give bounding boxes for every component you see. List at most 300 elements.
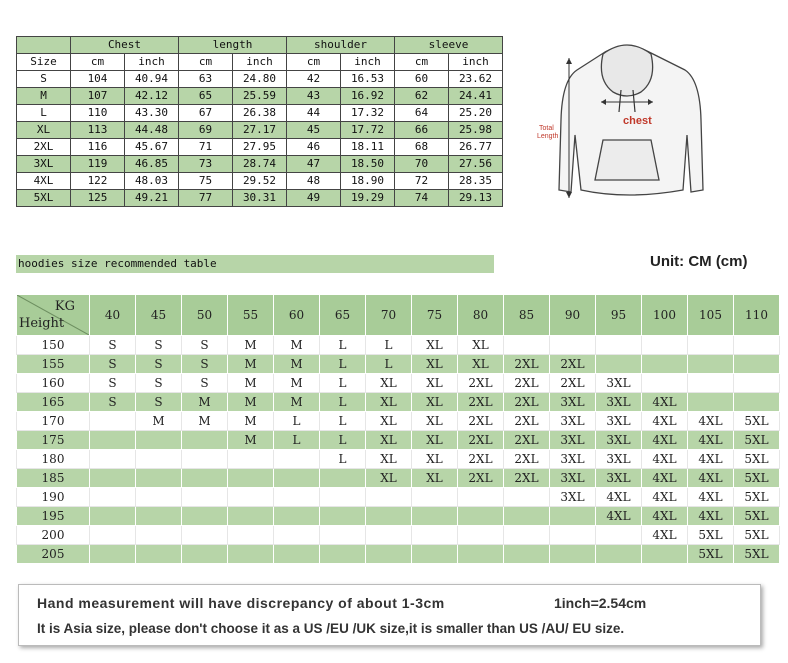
recommended-size-cell bbox=[320, 526, 366, 545]
recommended-size-cell: L bbox=[274, 412, 320, 431]
recommended-size-cell bbox=[90, 450, 136, 469]
measurement-cell: 45.67 bbox=[125, 139, 179, 156]
recommended-size-cell: 2XL bbox=[550, 355, 596, 374]
recommended-size-cell: L bbox=[320, 336, 366, 355]
unit-header: cm bbox=[287, 54, 341, 71]
recommended-size-cell: 5XL bbox=[734, 412, 780, 431]
recommended-size-cell: S bbox=[136, 336, 182, 355]
size-name-cell: 2XL bbox=[17, 139, 71, 156]
height-row bbox=[17, 450, 780, 469]
measurement-cell: 116 bbox=[71, 139, 125, 156]
kg-label: KG bbox=[54, 299, 75, 314]
recommended-size-cell bbox=[182, 450, 228, 469]
recommended-size-cell bbox=[182, 431, 228, 450]
measurement-cell: 40.94 bbox=[125, 71, 179, 88]
recommended-size-cell bbox=[136, 431, 182, 450]
weight-header-cell: 85 bbox=[504, 295, 550, 336]
recommended-size-cell bbox=[734, 355, 780, 374]
size-name-cell: S bbox=[17, 71, 71, 88]
recommended-size-cell bbox=[136, 545, 182, 564]
unit-header: cm bbox=[179, 54, 233, 71]
recommended-size-cell bbox=[734, 374, 780, 393]
corner-cell bbox=[17, 295, 90, 336]
recommended-size-cell: 3XL bbox=[550, 393, 596, 412]
recommended-size-cell bbox=[182, 545, 228, 564]
height-label: Height bbox=[19, 316, 65, 331]
measurement-cell: 107 bbox=[71, 88, 125, 105]
size-row bbox=[17, 122, 503, 139]
recommended-size-cell: 5XL bbox=[688, 545, 734, 564]
weight-header-cell: 60 bbox=[274, 295, 320, 336]
weight-header-cell: 65 bbox=[320, 295, 366, 336]
height-row bbox=[17, 412, 780, 431]
recommended-size-cell bbox=[366, 526, 412, 545]
hoodie-diagram bbox=[535, 40, 715, 210]
measurement-cell: 67 bbox=[179, 105, 233, 122]
measurement-cell: 42 bbox=[287, 71, 341, 88]
measurement-cell: 65 bbox=[179, 88, 233, 105]
recommended-size-cell bbox=[688, 336, 734, 355]
measurement-cell: 104 bbox=[71, 71, 125, 88]
recommended-size-cell: S bbox=[136, 355, 182, 374]
weight-header-cell: 50 bbox=[182, 295, 228, 336]
recommended-size-cell bbox=[274, 545, 320, 564]
recommended-size-cell bbox=[550, 526, 596, 545]
recommended-size-cell: M bbox=[228, 431, 274, 450]
measurement-cell: 26.38 bbox=[233, 105, 287, 122]
recommended-size-cell bbox=[136, 469, 182, 488]
weight-header-cell: 90 bbox=[550, 295, 596, 336]
recommended-size-cell: 2XL bbox=[550, 374, 596, 393]
recommended-size-cell: 4XL bbox=[688, 469, 734, 488]
unit-header-row bbox=[17, 54, 503, 71]
recommended-size-cell: 4XL bbox=[596, 507, 642, 526]
height-cell: 190 bbox=[17, 488, 90, 507]
unit-header: cm bbox=[71, 54, 125, 71]
size-row bbox=[17, 190, 503, 207]
recommended-size-cell: S bbox=[182, 355, 228, 374]
height-row bbox=[17, 355, 780, 374]
weight-header-cell: 110 bbox=[734, 295, 780, 336]
size-row bbox=[17, 88, 503, 105]
weight-header-cell: 95 bbox=[596, 295, 642, 336]
measurement-cell: 19.29 bbox=[341, 190, 395, 207]
size-row bbox=[17, 173, 503, 190]
recommended-size-cell: M bbox=[228, 355, 274, 374]
recommended-size-cell bbox=[596, 355, 642, 374]
recommended-size-cell: XL bbox=[412, 393, 458, 412]
recommended-size-cell bbox=[688, 393, 734, 412]
recommended-size-cell bbox=[320, 545, 366, 564]
recommended-size-cell: M bbox=[228, 412, 274, 431]
height-row bbox=[17, 545, 780, 564]
recommended-size-cell bbox=[182, 526, 228, 545]
height-row bbox=[17, 374, 780, 393]
recommended-size-cell: 4XL bbox=[688, 412, 734, 431]
measurement-cell: 27.17 bbox=[233, 122, 287, 139]
recommended-size-cell bbox=[274, 488, 320, 507]
weight-header-cell: 70 bbox=[366, 295, 412, 336]
recommended-size-cell bbox=[274, 450, 320, 469]
recommended-size-cell bbox=[412, 545, 458, 564]
recommended-size-cell: S bbox=[90, 355, 136, 374]
height-cell: 155 bbox=[17, 355, 90, 374]
measurement-cell: 110 bbox=[71, 105, 125, 122]
measurement-cell: 46.85 bbox=[125, 156, 179, 173]
height-cell: 185 bbox=[17, 469, 90, 488]
recommended-size-cell bbox=[458, 488, 504, 507]
recommended-size-cell: 2XL bbox=[458, 431, 504, 450]
recommendation-rows bbox=[17, 336, 780, 564]
recommended-size-cell: 2XL bbox=[504, 393, 550, 412]
recommended-size-cell: 2XL bbox=[458, 393, 504, 412]
note-box bbox=[18, 584, 761, 646]
recommended-size-cell: XL bbox=[366, 431, 412, 450]
recommended-caption: hoodies size recommended table bbox=[16, 255, 494, 273]
recommended-size-cell bbox=[458, 526, 504, 545]
measurement-cell: 44 bbox=[287, 105, 341, 122]
group-header-sleeve: sleeve bbox=[395, 37, 503, 54]
recommended-size-cell: 4XL bbox=[642, 412, 688, 431]
measurement-cell: 27.95 bbox=[233, 139, 287, 156]
recommended-size-cell bbox=[366, 488, 412, 507]
size-name-cell: L bbox=[17, 105, 71, 122]
recommended-size-cell: XL bbox=[412, 336, 458, 355]
measurement-cell: 29.13 bbox=[449, 190, 503, 207]
measurement-cell: 25.59 bbox=[233, 88, 287, 105]
recommended-size-cell: 4XL bbox=[688, 431, 734, 450]
recommendation-table bbox=[16, 294, 780, 564]
recommended-size-cell: S bbox=[182, 336, 228, 355]
recommended-size-cell: 3XL bbox=[596, 469, 642, 488]
recommended-size-cell bbox=[228, 526, 274, 545]
measurement-cell: 75 bbox=[179, 173, 233, 190]
recommended-size-cell bbox=[550, 545, 596, 564]
measurement-cell: 74 bbox=[395, 190, 449, 207]
size-rows bbox=[17, 71, 503, 207]
measurement-cell: 18.90 bbox=[341, 173, 395, 190]
weight-header-cell: 80 bbox=[458, 295, 504, 336]
recommended-size-cell: 4XL bbox=[596, 488, 642, 507]
recommended-size-cell: 5XL bbox=[734, 431, 780, 450]
recommended-size-cell: XL bbox=[366, 469, 412, 488]
recommended-size-cell: 2XL bbox=[504, 355, 550, 374]
measurement-cell: 16.53 bbox=[341, 71, 395, 88]
recommended-size-cell bbox=[182, 469, 228, 488]
recommended-size-cell: 3XL bbox=[550, 450, 596, 469]
size-measurement-table bbox=[16, 36, 503, 207]
recommended-size-cell: XL bbox=[412, 450, 458, 469]
measurement-cell: 49.21 bbox=[125, 190, 179, 207]
weight-header-cell: 75 bbox=[412, 295, 458, 336]
measurement-cell: 18.11 bbox=[341, 139, 395, 156]
recommended-size-cell bbox=[642, 355, 688, 374]
recommended-size-cell: 5XL bbox=[734, 526, 780, 545]
height-cell: 170 bbox=[17, 412, 90, 431]
measurement-cell: 113 bbox=[71, 122, 125, 139]
recommended-size-cell bbox=[366, 545, 412, 564]
recommended-size-cell: L bbox=[320, 412, 366, 431]
recommended-size-cell bbox=[458, 545, 504, 564]
recommended-size-cell bbox=[136, 488, 182, 507]
recommended-size-cell bbox=[274, 526, 320, 545]
measurement-cell: 70 bbox=[395, 156, 449, 173]
measurement-cell: 43.30 bbox=[125, 105, 179, 122]
measurement-cell: 48 bbox=[287, 173, 341, 190]
recommended-size-cell: 4XL bbox=[642, 507, 688, 526]
measurement-cell: 28.35 bbox=[449, 173, 503, 190]
recommended-size-cell bbox=[182, 507, 228, 526]
recommended-size-cell: M bbox=[228, 393, 274, 412]
recommended-size-cell: XL bbox=[412, 355, 458, 374]
group-header-length: length bbox=[179, 37, 287, 54]
weight-header-cell: 100 bbox=[642, 295, 688, 336]
measurement-cell: 125 bbox=[71, 190, 125, 207]
asia-size-note: It is Asia size, please don't choose it as a US /EU /UK size,it is smaller than US /AU/ EU size. bbox=[37, 621, 625, 636]
recommended-size-cell bbox=[90, 545, 136, 564]
recommended-size-cell bbox=[274, 469, 320, 488]
recommended-size-cell: M bbox=[182, 412, 228, 431]
size-row bbox=[17, 71, 503, 88]
recommended-size-cell: S bbox=[182, 374, 228, 393]
inch-conversion: 1inch=2.54cm bbox=[554, 595, 647, 611]
measurement-cell: 49 bbox=[287, 190, 341, 207]
recommended-size-cell bbox=[90, 469, 136, 488]
weight-header-row bbox=[17, 295, 780, 336]
size-row bbox=[17, 156, 503, 173]
recommended-size-cell: 4XL bbox=[642, 393, 688, 412]
recommended-size-cell bbox=[688, 374, 734, 393]
recommended-size-cell bbox=[90, 431, 136, 450]
recommended-size-cell: 5XL bbox=[734, 545, 780, 564]
recommended-size-cell: L bbox=[366, 336, 412, 355]
recommended-size-cell: M bbox=[182, 393, 228, 412]
unit-header: inch bbox=[125, 54, 179, 71]
weight-header-cell: 45 bbox=[136, 295, 182, 336]
measurement-cell: 122 bbox=[71, 173, 125, 190]
recommended-size-cell: M bbox=[274, 336, 320, 355]
recommended-size-cell: 3XL bbox=[596, 393, 642, 412]
recommended-size-cell: 5XL bbox=[734, 450, 780, 469]
weight-header-cell: 55 bbox=[228, 295, 274, 336]
recommended-size-cell: 3XL bbox=[596, 450, 642, 469]
size-name-cell: 5XL bbox=[17, 190, 71, 207]
recommended-size-cell bbox=[596, 526, 642, 545]
recommended-size-cell: S bbox=[90, 374, 136, 393]
recommended-size-cell: XL bbox=[366, 374, 412, 393]
measurement-cell: 48.03 bbox=[125, 173, 179, 190]
recommended-size-cell: XL bbox=[412, 431, 458, 450]
recommended-size-cell: 2XL bbox=[458, 469, 504, 488]
recommended-size-cell: 4XL bbox=[642, 431, 688, 450]
recommended-size-cell: 2XL bbox=[504, 412, 550, 431]
size-name-cell: 4XL bbox=[17, 173, 71, 190]
recommended-size-cell: S bbox=[90, 393, 136, 412]
recommended-size-cell bbox=[412, 526, 458, 545]
measurement-cell: 30.31 bbox=[233, 190, 287, 207]
height-cell: 165 bbox=[17, 393, 90, 412]
height-cell: 200 bbox=[17, 526, 90, 545]
weight-header-cell: 105 bbox=[688, 295, 734, 336]
measurement-cell: 18.50 bbox=[341, 156, 395, 173]
recommended-size-cell bbox=[182, 488, 228, 507]
measurement-cell: 63 bbox=[179, 71, 233, 88]
recommended-size-cell bbox=[90, 488, 136, 507]
recommended-size-cell bbox=[734, 336, 780, 355]
measurement-cell: 17.32 bbox=[341, 105, 395, 122]
size-name-cell: XL bbox=[17, 122, 71, 139]
recommended-size-cell: M bbox=[274, 393, 320, 412]
corner-cell bbox=[17, 37, 71, 54]
height-row bbox=[17, 393, 780, 412]
length-label: Length bbox=[537, 133, 559, 140]
recommended-size-cell bbox=[228, 545, 274, 564]
recommended-size-cell bbox=[412, 507, 458, 526]
measurement-cell: 60 bbox=[395, 71, 449, 88]
size-row bbox=[17, 139, 503, 156]
recommended-size-cell: S bbox=[90, 336, 136, 355]
recommended-size-cell: 2XL bbox=[458, 412, 504, 431]
size-label: Size bbox=[17, 54, 71, 71]
recommended-size-cell: XL bbox=[458, 336, 504, 355]
recommended-size-cell: M bbox=[136, 412, 182, 431]
recommended-size-cell bbox=[504, 545, 550, 564]
recommended-size-cell: 2XL bbox=[458, 374, 504, 393]
recommended-size-cell: 2XL bbox=[504, 450, 550, 469]
height-cell: 150 bbox=[17, 336, 90, 355]
measurement-cell: 24.80 bbox=[233, 71, 287, 88]
height-row bbox=[17, 488, 780, 507]
recommended-size-cell bbox=[504, 507, 550, 526]
recommended-size-cell: XL bbox=[366, 450, 412, 469]
recommended-size-cell: 4XL bbox=[688, 507, 734, 526]
unit-header: cm bbox=[395, 54, 449, 71]
recommended-size-cell: 2XL bbox=[458, 450, 504, 469]
recommended-size-cell bbox=[136, 507, 182, 526]
measurement-cell: 62 bbox=[395, 88, 449, 105]
weight-header-cell: 40 bbox=[90, 295, 136, 336]
recommended-size-cell: 3XL bbox=[550, 469, 596, 488]
height-row bbox=[17, 431, 780, 450]
recommended-size-cell bbox=[366, 507, 412, 526]
measurement-cell: 77 bbox=[179, 190, 233, 207]
recommended-size-cell: 2XL bbox=[504, 469, 550, 488]
group-header-chest: Chest bbox=[71, 37, 179, 54]
recommended-size-cell: 4XL bbox=[688, 488, 734, 507]
recommended-size-cell: 2XL bbox=[504, 374, 550, 393]
recommended-size-cell: 4XL bbox=[642, 450, 688, 469]
measurement-cell: 26.77 bbox=[449, 139, 503, 156]
recommended-size-cell: XL bbox=[366, 412, 412, 431]
recommended-size-cell bbox=[550, 336, 596, 355]
measurement-cell: 68 bbox=[395, 139, 449, 156]
recommended-size-cell bbox=[596, 545, 642, 564]
recommended-size-cell bbox=[596, 336, 642, 355]
measurement-cell: 69 bbox=[179, 122, 233, 139]
recommended-size-cell: L bbox=[366, 355, 412, 374]
measurement-cell: 29.52 bbox=[233, 173, 287, 190]
recommended-size-cell bbox=[90, 526, 136, 545]
recommended-size-cell: M bbox=[274, 374, 320, 393]
group-header-shoulder: shoulder bbox=[287, 37, 395, 54]
measurement-cell: 42.12 bbox=[125, 88, 179, 105]
recommended-size-cell bbox=[504, 488, 550, 507]
recommended-size-cell: M bbox=[274, 355, 320, 374]
recommended-size-cell: XL bbox=[366, 393, 412, 412]
height-cell: 195 bbox=[17, 507, 90, 526]
size-name-cell: M bbox=[17, 88, 71, 105]
unit-header: inch bbox=[449, 54, 503, 71]
recommended-size-cell: L bbox=[320, 450, 366, 469]
total-label: Total bbox=[539, 125, 554, 132]
measurement-cell: 17.72 bbox=[341, 122, 395, 139]
size-row bbox=[17, 105, 503, 122]
recommended-size-cell: L bbox=[274, 431, 320, 450]
recommended-size-cell: 3XL bbox=[550, 488, 596, 507]
recommended-size-cell bbox=[320, 488, 366, 507]
recommended-size-cell: L bbox=[320, 393, 366, 412]
recommended-size-cell bbox=[504, 526, 550, 545]
recommended-size-cell: 4XL bbox=[642, 526, 688, 545]
recommended-size-cell bbox=[274, 507, 320, 526]
recommended-size-cell: 2XL bbox=[504, 431, 550, 450]
measurement-cell: 72 bbox=[395, 173, 449, 190]
recommended-size-cell: L bbox=[320, 374, 366, 393]
measurement-cell: 28.74 bbox=[233, 156, 287, 173]
unit-label: Unit: CM (cm) bbox=[650, 253, 748, 270]
measurement-cell: 73 bbox=[179, 156, 233, 173]
recommended-size-cell: 3XL bbox=[550, 431, 596, 450]
recommended-size-cell: L bbox=[320, 431, 366, 450]
recommended-size-cell bbox=[90, 412, 136, 431]
height-row bbox=[17, 469, 780, 488]
height-row bbox=[17, 336, 780, 355]
size-name-cell: 3XL bbox=[17, 156, 71, 173]
recommended-size-cell: 4XL bbox=[642, 469, 688, 488]
recommended-size-cell: M bbox=[228, 336, 274, 355]
recommended-size-cell bbox=[734, 393, 780, 412]
recommended-size-cell bbox=[228, 450, 274, 469]
recommended-size-cell: 5XL bbox=[734, 469, 780, 488]
recommended-size-cell: XL bbox=[412, 469, 458, 488]
measurement-cell: 43 bbox=[287, 88, 341, 105]
recommended-size-cell: M bbox=[228, 374, 274, 393]
height-row bbox=[17, 507, 780, 526]
height-cell: 160 bbox=[17, 374, 90, 393]
recommended-size-cell: 3XL bbox=[596, 431, 642, 450]
measurement-cell: 16.92 bbox=[341, 88, 395, 105]
measurement-cell: 24.41 bbox=[449, 88, 503, 105]
measurement-cell: 66 bbox=[395, 122, 449, 139]
recommended-size-cell: 5XL bbox=[688, 526, 734, 545]
measurement-cell: 25.98 bbox=[449, 122, 503, 139]
measurement-cell: 46 bbox=[287, 139, 341, 156]
recommended-size-cell: 5XL bbox=[734, 507, 780, 526]
recommended-size-cell: L bbox=[320, 355, 366, 374]
recommended-size-cell bbox=[320, 469, 366, 488]
recommended-size-cell bbox=[412, 488, 458, 507]
measurement-cell: 25.20 bbox=[449, 105, 503, 122]
recommended-size-cell bbox=[90, 507, 136, 526]
unit-header: inch bbox=[341, 54, 395, 71]
recommended-size-cell bbox=[642, 545, 688, 564]
recommended-size-cell: S bbox=[136, 393, 182, 412]
recommended-size-cell bbox=[550, 507, 596, 526]
recommended-size-cell: 3XL bbox=[550, 412, 596, 431]
measurement-cell: 44.48 bbox=[125, 122, 179, 139]
height-cell: 175 bbox=[17, 431, 90, 450]
measurement-note: Hand measurement will have discrepancy of about 1-3cm bbox=[37, 595, 445, 611]
